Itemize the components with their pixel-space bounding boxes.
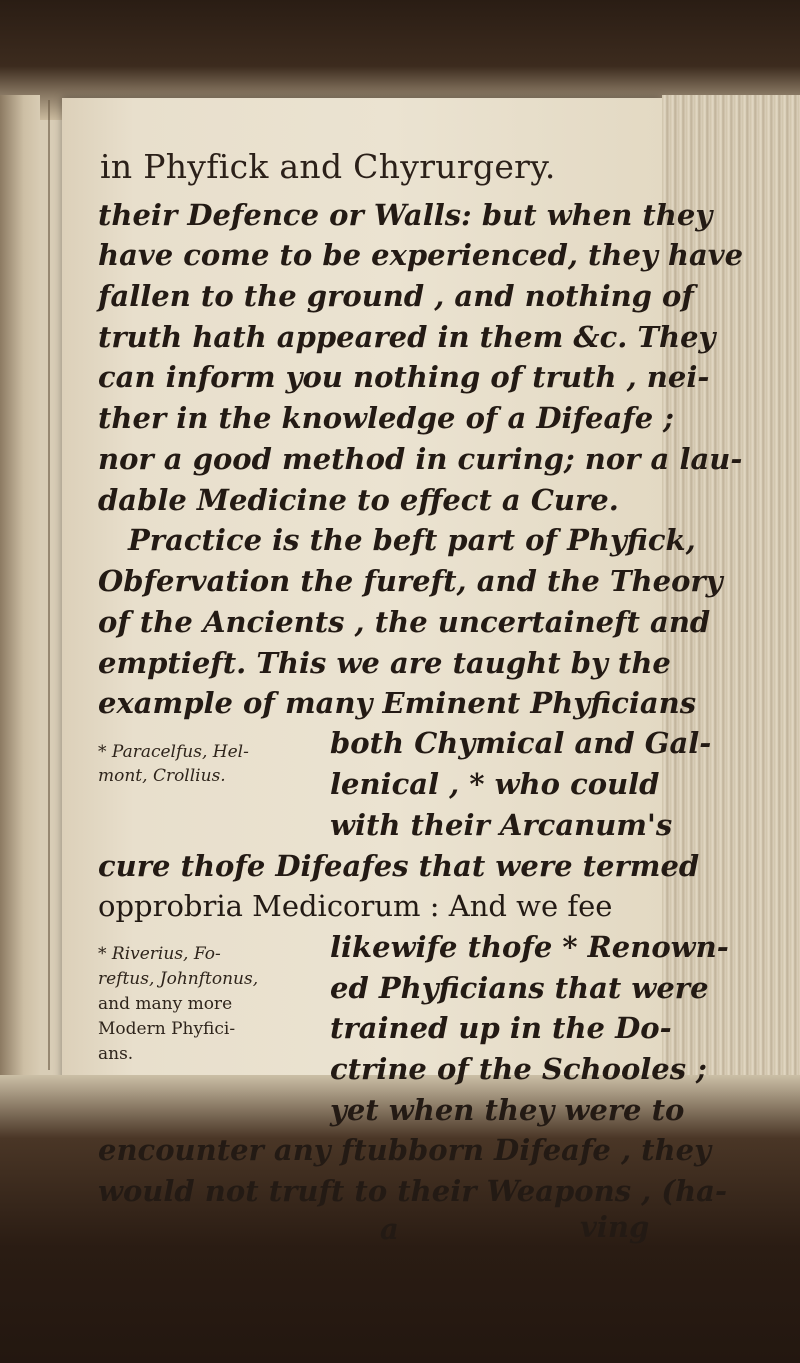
catchword: ving <box>580 1210 650 1244</box>
text-line: of the Ancients , the uncertaineft and <box>98 605 711 639</box>
running-head: in Phyfick and Chyrurgery. <box>100 147 556 186</box>
margin-note-line: ans. <box>98 1044 134 1064</box>
book-gutter <box>0 95 40 1085</box>
text-line: truth hath appeared in them &c. They <box>98 320 716 354</box>
text-line: yet when they were to <box>330 1093 685 1127</box>
gutter-shadow-line <box>48 100 50 1070</box>
text-line: ctrine of the Schooles ; <box>330 1052 707 1086</box>
text-line: fallen to the ground , and nothing of <box>98 279 694 313</box>
text-line: with their Arcanum's <box>330 808 673 842</box>
text-line: encounter any ftubborn Difeafe , they <box>98 1133 711 1167</box>
text-line: dable Medicine to effect a Cure. <box>98 483 619 517</box>
text-line: opprobria Medicorum : And we fee <box>98 889 613 923</box>
margin-note-line: * Riverius, Fo- <box>98 944 221 964</box>
text-line: example of many Eminent Phyficians <box>98 686 697 720</box>
text-line: Obfervation the fureft, and the Theory <box>98 564 723 598</box>
text-line: their Defence or Walls: but when they <box>98 198 713 232</box>
text-line: both Chymical and Gal- <box>330 726 712 760</box>
margin-note-line: Modern Phyfici- <box>98 1019 236 1039</box>
text-line: nor a good method in curing; nor a lau- <box>98 442 743 476</box>
text-line: can inform you nothing of truth , nei- <box>98 360 710 394</box>
margin-note-line: reftus, Johnftonus, <box>98 969 259 989</box>
text-line: emptieft. This we are taught by the <box>98 646 671 680</box>
text-line: ed Phyficians that were <box>330 971 709 1005</box>
text-line: Practice is the beft part of Phyfick, <box>128 523 696 557</box>
text-line: ther in the knowledge of a Difeafe ; <box>98 401 674 435</box>
text-line: cure thofe Difeafes that were termed <box>98 849 700 883</box>
margin-note-line: mont, Crollius. <box>98 766 226 786</box>
margin-note-line: * Paracelfus, Hel- <box>98 742 249 762</box>
text-line: trained up in the Do- <box>330 1011 672 1045</box>
text-line: have come to be experienced, they have <box>98 238 744 272</box>
text-line: would not truft to their Weapons , (ha- <box>98 1174 727 1208</box>
margin-note-line: and many more <box>98 994 233 1014</box>
text-line: likewife thofe * Renown- <box>330 930 729 964</box>
text-line: lenical , * who could <box>330 767 660 801</box>
signature-mark: a <box>380 1212 399 1246</box>
